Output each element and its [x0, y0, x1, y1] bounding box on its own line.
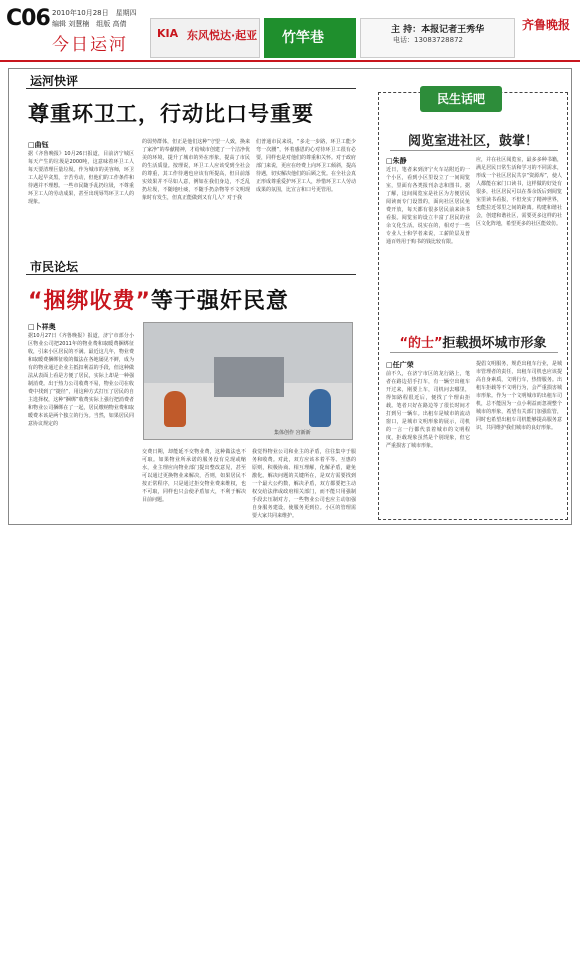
right-article2-col2: 提倡文明服务，规范出租车行业，是城市管理者的责任，出租车司机也应该提高自身素质，文明行车，热情服务。出租车拒载等不文明行为，会严重损害城市形象。作为一个文明城市的出租车司机，总不能因为一点小利益而忽视整个城市的形象，希望有关部门加强监管，同时也希望出租车司机能够提高服务意识，共同维护我们城市的良好形象。: [476, 361, 562, 431]
right-article2-title: [380, 332, 566, 351]
article2-col3: 我觉得物业公司和业主的矛盾，往往集中于服务和收费。对此，双方应该本着平等、互惠的原则，积极协商、相互理解，化解矛盾，避免激化。解决问题的关键所在，是双方需要找到一个最大公约数，解决矛盾，双方都要把主动权交给法律或政府相关部门，而不能只用强制手段去压制对方，一些物业公司也应主动加强自身服务建设，使服务更到位。小区的管理需要大家共同来维护。: [252, 449, 356, 519]
illustration-caption: 集体创作 宫新新: [274, 430, 311, 436]
article1-col3: 们普通市民来说，“多走一步路，环卫工能少弯一次腰”，怀着感恩的心对待环卫工很有必要，同样也是对他们的尊重和关怀。对于政府部门来说，更应在经费上向环卫工倾斜，提高待遇，切实解决他们的后顾之忧。在全社会真正形成尊重爱护环卫工人，珍惜环卫工人劳动成果的氛围，比宣言和口号更管用。: [256, 139, 356, 193]
article2-col1: 据10月27日《齐鲁晚报》报道，济宁市部分小区物业公司把2011年的物业费和取暖费捆绑征收，引来小区居民的不满。最近这几年，物业费和取暖费捆绑征收的做法在各地屡见不鲜，成为有的物业通过企业主抵扣利益的手段，但这种做法从表面上看是方便了居民，实际上却是一种强制消费。出于热力公司收费不易，物业公司在收费中找到了“捷径”，用这种方式打压了居民的自主选择权，这种“捆绑”收费实际上强行把消费者和物业公司捆绑在了一起，居民缴纳物业费和取暖费本该是两个独立的行为。当然，如果居民同意协议规定的: [28, 333, 134, 427]
divider: [390, 352, 558, 353]
right-article1-byline: □朱静: [386, 157, 407, 165]
editors-text: 编辑 刘慧楠 组版 高倩: [52, 20, 127, 28]
article2-col2: 交费日期，却能延不交物业费，这种做法也不可取。如果物业所承诺的服务没有兑现或缩水，业主理应向物业部门提出整改意见，甚至可以通过更换物业来解决，否则，如果居民不按正常程序，只是通过拒交物业费来维权，也不可取，同样也只会使矛盾加大，不利于解决目前问题。: [142, 449, 246, 503]
cartoon-illustration: [143, 322, 353, 440]
kia-logo: KIA: [157, 27, 179, 40]
article2-title-red: “捆绑收费”: [28, 289, 151, 314]
ad-zhuganxiang[interactable]: [264, 18, 356, 58]
right-article1-title: 阅览室进社区，鼓掌！: [407, 134, 538, 149]
section-title: 今日运河: [52, 35, 128, 55]
right-article2-col1: 前不久，在济宁市区的龙行路上，笔者在路边招手打车，有一辆空出租车开过来，刚要上车，司机问去哪里，得知路程很近后，便找了个理由拒载。笔者只好在路边等了很长时间才打到另一辆车。出租车是城市的流动窗口，是城市文明形象的展示，司机的一言一行都代表着城市的文明程度，拒载现象虽然是个别现象，但它严重损害了城市形象。: [386, 371, 470, 449]
article1-title: 尊重环卫工，行动比口号重要: [28, 102, 314, 126]
column-head-forum: 市民论坛: [30, 260, 79, 274]
article2-byline: □卜祥奥: [28, 323, 56, 331]
right-article1-col2: 应，并在社区阅览室，最多多种书籍，满足居民日常生活和学习的不同需求，形成一个社区居民共享“资源库”，使人人都能在家门口读书，这样做的好处有很多，社区居民可以在茶余饭后到阅览室里读书看报，不但充实了精神世界，也能拉近邻里之间的距离。构建和谐社会，创建和谐社区，需要更多这样的社区文化阵地，希望更多的社区能效仿。: [476, 157, 562, 227]
column-head-commentary: 运河快评: [30, 74, 79, 88]
dateline: [52, 8, 137, 30]
article1-byline: □曲钰: [28, 141, 49, 149]
divider: [390, 150, 558, 151]
right-article2-title-black: 拒载损坏城市形象: [442, 336, 547, 351]
divider: [26, 88, 356, 89]
article2-title-black: 等于强奸民意: [150, 289, 289, 314]
article1-col1: 据《齐鲁晚报》10月26日报道，目前济宁城区每天产生的垃圾是2000吨，这意味着环卫工人每天要清理巨量垃圾。作为城市的美容师，环卫工人起早贪黑，辛苦劳动，但他们的工作条件和待遇并不理想。一些市民随手乱扔垃圾，不尊重环卫工人的劳动成果，甚至出现辱骂环卫工人的现象。: [28, 151, 134, 205]
right-article2-byline: □任广荣: [386, 361, 414, 369]
illustration-figure-left: [164, 391, 186, 427]
date-text: 2010年10月28日 星期四: [52, 9, 137, 17]
illustration-figure-right: [309, 389, 331, 427]
right-article2-title-red: “的士”: [399, 336, 443, 351]
newspaper-brand: 齐鲁晚报: [522, 18, 571, 32]
host-phone: 电话：13083728872: [393, 36, 463, 44]
article1-col2: 的弱势群体，但正是他们这种“守望一人致，换来了家净”的奉献精神，才给城市创建了一个洁净优美的环境，提升了城市的外在形象，提高了市民的生活质量。按理说，环卫工人应该受到全社会的尊重，其工作待遇也应该有所提高，但目前落实效果并不尽如人意，例如在我们身边，不乏乱扔垃圾，不随地吐痰，不随手扔杂物等不文明现象时有发生，但真正能做到又有几人？对于我: [142, 139, 250, 201]
ad-zhuganxiang-text: 竹竿巷: [282, 30, 324, 46]
illustration-building: [214, 357, 284, 397]
article2-title: [28, 284, 289, 315]
right-article1-col1: 近日，笔者来到济宁火车站附近的一个小区，看到小区里设立了一间阅览室，里面有各类报刊杂志和图书。据了解，这间阅览室是社区为方便居民阅读而专门设置的，面向社区居民免费开放，每天都有很多居民前来读书看报。阅览室的设立丰富了居民的业余文化生活。说实在的，相对于一些专业人士和学者来说，工薪阶层及普通百姓用于购书的钱比较有限。: [386, 167, 470, 245]
ad-kia-text: 东风悦达·起亚: [187, 29, 258, 42]
page-number: C06: [6, 6, 50, 31]
page-header: [0, 0, 580, 62]
livelihood-badge: 民生话吧: [420, 86, 502, 112]
ad-kia[interactable]: [150, 18, 260, 58]
host-name: 主 持：本报记者王秀华: [391, 25, 485, 35]
divider: [26, 274, 356, 275]
host-info: [360, 18, 515, 58]
